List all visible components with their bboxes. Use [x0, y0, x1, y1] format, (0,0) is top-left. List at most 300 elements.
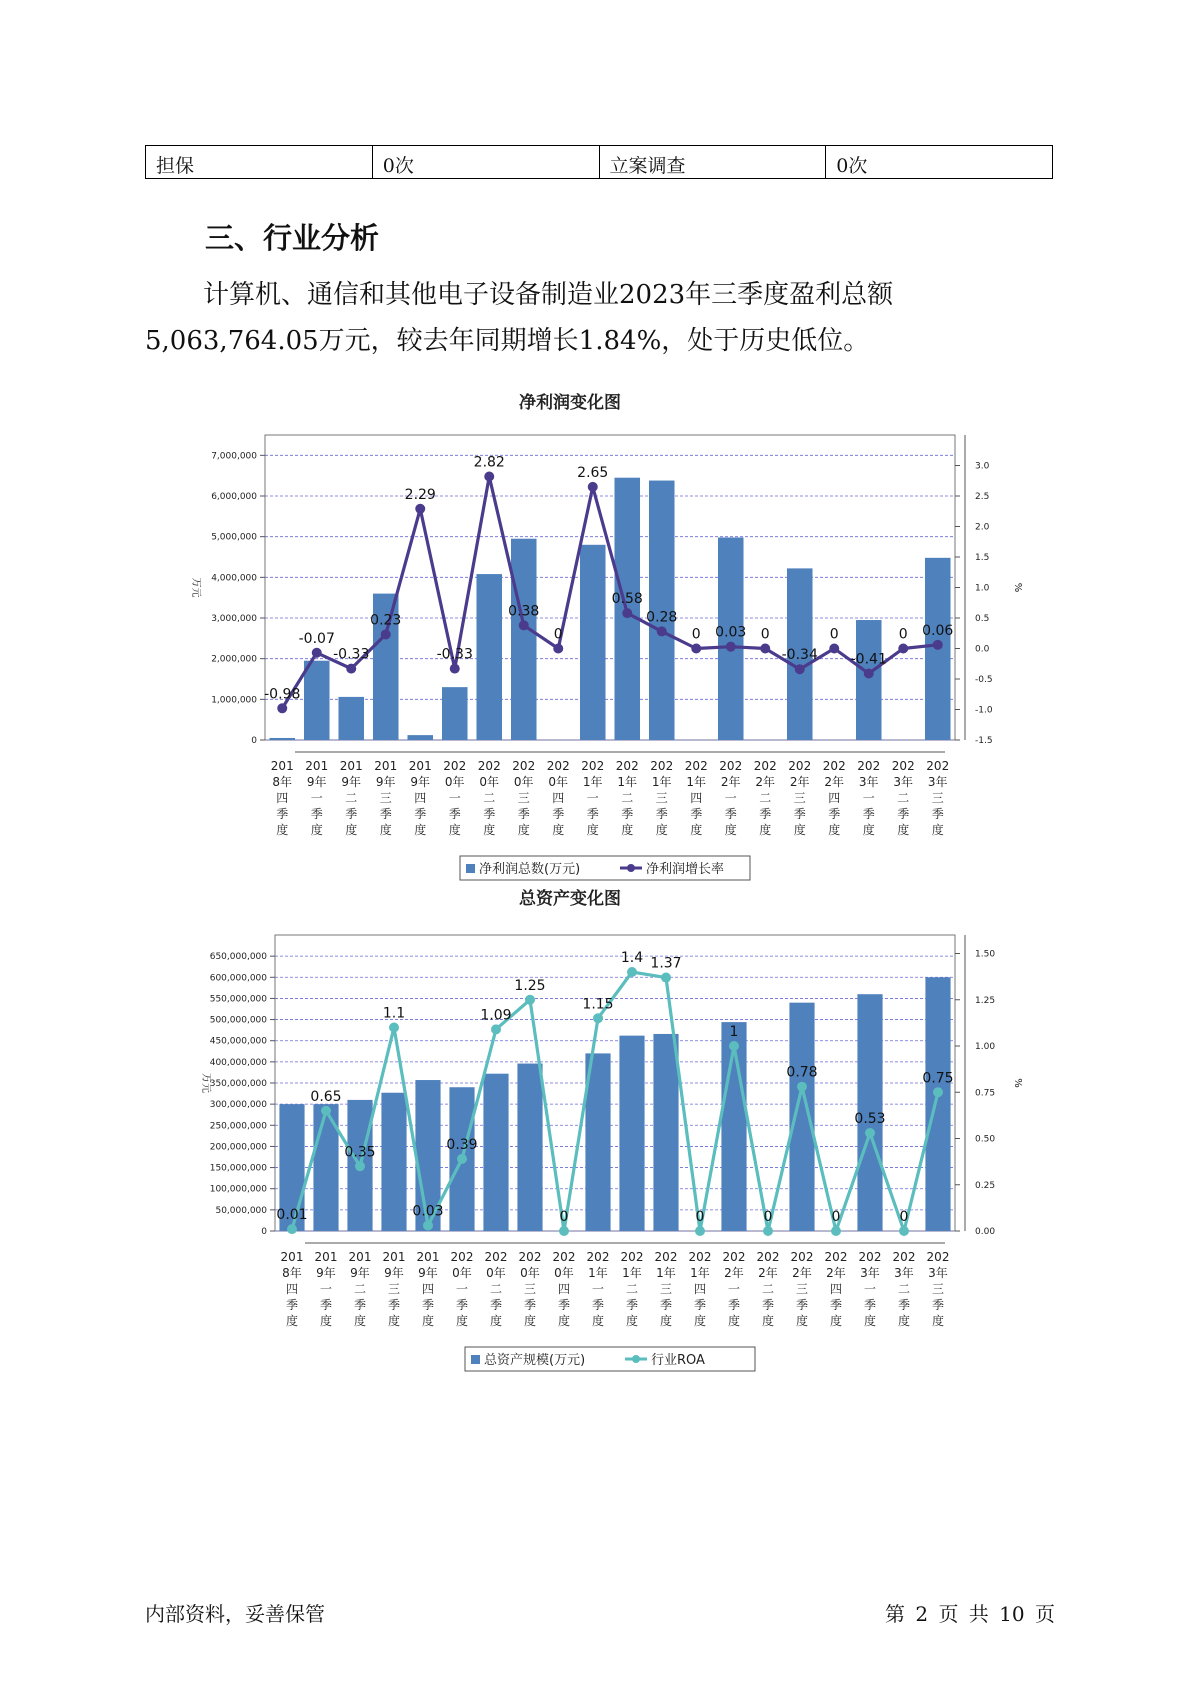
x-tick-label: 季 — [517, 807, 530, 821]
x-tick-label: 度 — [761, 1314, 775, 1328]
bar — [653, 1034, 678, 1231]
x-tick-label: 3年 — [894, 1266, 914, 1280]
x-tick-label: 202 — [581, 759, 605, 773]
x-tick-label: 0年 — [479, 775, 500, 789]
bar — [483, 1074, 508, 1231]
x-tick-label: 季 — [310, 807, 323, 821]
x-tick-label: 度 — [897, 823, 910, 837]
legend-label: 总资产规模(万元) — [484, 1353, 586, 1368]
x-tick-label: 202 — [892, 1250, 916, 1264]
x-tick-label: 季 — [552, 807, 565, 821]
x-tick-label: 度 — [659, 1314, 673, 1328]
x-tick-label: 二 — [345, 791, 358, 805]
x-tick-label: 度 — [829, 1314, 843, 1328]
x-tick-label: 2年 — [826, 1266, 846, 1280]
x-tick-label: 3年 — [860, 1266, 880, 1280]
data-label: 1.25 — [514, 977, 546, 994]
x-tick-label: 202 — [858, 1250, 882, 1264]
line-point — [898, 644, 908, 654]
x-tick-label: 季 — [353, 1298, 367, 1312]
data-label: 0.78 — [786, 1064, 818, 1081]
line-point — [899, 1226, 909, 1236]
x-tick-label: 一 — [455, 1282, 469, 1296]
x-tick-label: 四 — [693, 1282, 707, 1296]
x-tick-label: 202 — [477, 759, 501, 773]
x-tick-label: 季 — [285, 1298, 299, 1312]
data-label: 1 — [729, 1024, 739, 1040]
line-point — [450, 664, 460, 674]
x-tick-label: 202 — [552, 1250, 576, 1264]
y-tick-label: 6,000,000 — [211, 492, 257, 502]
bar — [856, 620, 882, 740]
data-label: 0 — [829, 626, 839, 643]
x-tick-label: 202 — [684, 759, 708, 773]
x-tick-label: 202 — [450, 1250, 474, 1264]
x-tick-label: 度 — [727, 1314, 741, 1328]
data-label: 0 — [831, 1209, 841, 1225]
x-tick-label: 202 — [753, 759, 777, 773]
y-tick-label: 2,000,000 — [211, 654, 257, 665]
x-tick-label: 2年 — [720, 775, 741, 789]
x-tick-label: 3年 — [858, 775, 879, 789]
x-tick-label: 0年 — [444, 775, 465, 789]
x-tick-label: 三 — [379, 791, 392, 805]
paragraph-line: 计算机、通信和其他电子设备制造业2023年三季度盈利总额 — [203, 280, 894, 310]
chart-title: 总资产变化图 — [519, 889, 621, 909]
data-label: 0.23 — [370, 612, 402, 629]
x-tick-label: 2年 — [755, 775, 776, 789]
x-tick-label: 季 — [387, 1298, 401, 1312]
y-tick-label: 550,000,000 — [209, 994, 267, 1005]
data-label: 1.15 — [582, 996, 614, 1013]
x-tick-label: 度 — [483, 823, 496, 837]
x-tick-label: 1年 — [622, 1266, 642, 1280]
line-point — [559, 1226, 569, 1236]
x-tick-label: 季 — [448, 807, 461, 821]
data-label: 0 — [559, 1209, 569, 1225]
data-label: 0 — [763, 1209, 773, 1225]
x-tick-label: 202 — [650, 759, 674, 773]
x-tick-label: 度 — [591, 1314, 605, 1328]
net-profit-chart — [185, 388, 1023, 877]
line-point — [864, 669, 874, 679]
y-tick-label: 200,000,000 — [209, 1142, 267, 1153]
x-tick-label: 季 — [693, 1298, 707, 1312]
x-tick-label: 度 — [517, 823, 530, 837]
y2-tick-label: 2.0 — [975, 522, 990, 533]
x-tick-label: 四 — [829, 1282, 843, 1296]
data-label: 0.39 — [446, 1136, 478, 1153]
x-tick-label: 季 — [828, 807, 841, 821]
data-label: 2.29 — [404, 486, 436, 503]
data-label: 1.4 — [620, 950, 644, 966]
line-point — [484, 471, 494, 481]
x-tick-label: 季 — [523, 1298, 537, 1312]
x-tick-label: 8年 — [282, 1266, 302, 1280]
y-tick-label: 500,000,000 — [209, 1015, 267, 1026]
plot-area — [265, 435, 955, 740]
bar — [925, 977, 950, 1231]
x-tick-label: 四 — [690, 791, 703, 805]
x-tick-label: 四 — [557, 1282, 571, 1296]
x-tick-label: 季 — [897, 807, 910, 821]
x-tick-label: 季 — [276, 807, 289, 821]
x-tick-label: 度 — [586, 823, 599, 837]
x-tick-label: 8年 — [272, 775, 293, 789]
y2-tick-label: 0.25 — [975, 1180, 996, 1191]
x-tick-label: 1年 — [686, 775, 707, 789]
x-tick-label: 季 — [931, 1298, 945, 1312]
line-point — [795, 664, 805, 674]
legend-label: 净利润增长率 — [646, 862, 725, 877]
x-tick-label: 201 — [348, 1250, 372, 1264]
line-point — [831, 1226, 841, 1236]
x-tick-label: 202 — [788, 759, 812, 773]
x-tick-label: 度 — [489, 1314, 503, 1328]
y2-tick-label: 3.0 — [975, 461, 990, 472]
x-tick-label: 二 — [353, 1282, 367, 1296]
line-point — [593, 1013, 603, 1023]
data-label: 0.35 — [344, 1144, 376, 1161]
line-point — [729, 1041, 739, 1051]
y-tick-label: 400,000,000 — [209, 1057, 267, 1068]
x-tick-label: 202 — [688, 1250, 712, 1264]
x-tick-label: 一 — [448, 791, 461, 805]
y-tick-label: 450,000,000 — [209, 1036, 267, 1047]
x-tick-label: 0年 — [513, 775, 534, 789]
x-tick-label: 二 — [621, 791, 634, 805]
line-point — [287, 1224, 297, 1234]
x-tick-label: 三 — [931, 1282, 945, 1296]
y2-tick-label: 1.00 — [975, 1042, 996, 1052]
x-tick-label: 201 — [339, 759, 363, 773]
y2-tick-label: 1.0 — [975, 583, 990, 594]
x-tick-label: 度 — [793, 823, 806, 837]
bar — [476, 574, 502, 740]
y2-tick-label: 0.50 — [975, 1134, 996, 1145]
line-point — [277, 703, 287, 713]
bar — [511, 539, 537, 740]
bar — [304, 661, 330, 740]
x-tick-label: 0年 — [548, 775, 569, 789]
x-tick-label: 度 — [379, 823, 392, 837]
x-tick-label: 度 — [421, 1314, 435, 1328]
section-title: 三、行业分析 — [205, 221, 380, 255]
line-point — [760, 644, 770, 654]
x-tick-label: 度 — [862, 823, 875, 837]
bar — [381, 1093, 406, 1231]
line-point — [355, 1161, 365, 1171]
line-point — [423, 1220, 433, 1230]
x-tick-label: 1年 — [588, 1266, 608, 1280]
data-label: 0.75 — [922, 1070, 954, 1087]
y2-tick-label: 0.0 — [975, 644, 990, 655]
x-tick-label: 202 — [518, 1250, 542, 1264]
line-point — [312, 648, 322, 658]
line-point — [525, 995, 535, 1005]
x-tick-label: 9年 — [418, 1266, 438, 1280]
x-tick-label: 202 — [654, 1250, 678, 1264]
x-tick-label: 一 — [310, 791, 323, 805]
x-tick-label: 3年 — [928, 1266, 948, 1280]
x-tick-label: 9年 — [375, 775, 396, 789]
x-tick-label: 四 — [285, 1282, 299, 1296]
x-tick-label: 2年 — [758, 1266, 778, 1280]
chart-svg — [185, 388, 1023, 877]
analysis-paragraph — [145, 272, 985, 364]
data-label: 0.03 — [412, 1203, 444, 1220]
x-tick-label: 度 — [897, 1314, 911, 1328]
x-tick-label: 3年 — [927, 775, 948, 789]
x-tick-label: 一 — [586, 791, 599, 805]
paragraph-line: 5,063,764.05万元，较去年同期增长1.84%，处于历史低位。 — [145, 326, 870, 356]
x-tick-label: 9年 — [316, 1266, 336, 1280]
x-tick-label: 0年 — [452, 1266, 472, 1280]
line-point — [346, 664, 356, 674]
x-tick-label: 202 — [484, 1250, 508, 1264]
x-tick-label: 季 — [690, 807, 703, 821]
y2-axis-label: % — [1012, 1078, 1023, 1088]
x-tick-label: 度 — [557, 1314, 571, 1328]
y-tick-label: 50,000,000 — [215, 1205, 267, 1216]
y2-tick-label: 0.5 — [975, 614, 990, 624]
data-label: 0.53 — [854, 1110, 886, 1127]
x-tick-label: 二 — [759, 791, 772, 805]
y-tick-label: 0 — [251, 736, 257, 746]
x-tick-label: 度 — [345, 823, 358, 837]
x-tick-label: 季 — [455, 1298, 469, 1312]
x-tick-label: 度 — [353, 1314, 367, 1328]
x-tick-label: 度 — [387, 1314, 401, 1328]
x-tick-label: 度 — [759, 823, 772, 837]
data-label: 2.82 — [473, 454, 505, 471]
x-tick-label: 度 — [276, 823, 289, 837]
data-label: 0 — [899, 1209, 909, 1225]
y-tick-label: 7,000,000 — [211, 451, 257, 462]
data-label: 0.65 — [310, 1088, 342, 1105]
x-tick-label: 度 — [310, 823, 323, 837]
x-tick-label: 202 — [586, 1250, 610, 1264]
data-label: 0 — [553, 626, 563, 643]
y-tick-label: 600,000,000 — [209, 973, 267, 984]
y2-axis-label: % — [1012, 582, 1023, 593]
x-tick-label: 三 — [659, 1282, 673, 1296]
y-tick-label: 350,000,000 — [209, 1079, 267, 1089]
total-assets-chart — [185, 884, 1023, 1368]
x-tick-label: 四 — [421, 1282, 435, 1296]
x-tick-label: 季 — [761, 1298, 775, 1312]
table-cell: 立案调查 — [599, 146, 826, 179]
line-point — [797, 1082, 807, 1092]
x-tick-label: 202 — [891, 759, 915, 773]
x-tick-label: 季 — [591, 1298, 605, 1312]
line-point — [415, 504, 425, 514]
bar — [517, 1064, 542, 1231]
legend-label: 行业ROA — [651, 1353, 705, 1368]
x-tick-label: 季 — [379, 807, 392, 821]
x-tick-label: 度 — [828, 823, 841, 837]
x-tick-label: 季 — [759, 807, 772, 821]
x-tick-label: 1年 — [690, 1266, 710, 1280]
x-tick-label: 季 — [557, 1298, 571, 1312]
x-tick-label: 季 — [724, 807, 737, 821]
data-label: 2.65 — [577, 464, 609, 481]
data-label: -0.33 — [333, 646, 370, 663]
line-point — [933, 640, 943, 650]
x-tick-label: 季 — [862, 807, 875, 821]
y2-tick-label: -1.5 — [975, 736, 993, 746]
x-tick-label: 度 — [523, 1314, 537, 1328]
y-tick-label: 1,000,000 — [211, 695, 257, 706]
x-tick-label: 1年 — [651, 775, 672, 789]
y2-tick-label: 1.50 — [975, 949, 996, 960]
data-label: 0 — [695, 1209, 705, 1225]
line-point — [657, 626, 667, 636]
line-point — [933, 1087, 943, 1097]
legend-label: 净利润总数(万元) — [479, 862, 581, 877]
x-tick-label: 季 — [795, 1298, 809, 1312]
y-tick-label: 3,000,000 — [211, 614, 257, 624]
y2-tick-label: 0.75 — [975, 1088, 996, 1099]
x-tick-label: 202 — [926, 759, 950, 773]
x-tick-label: 二 — [897, 1282, 911, 1296]
data-label: 0 — [898, 626, 908, 643]
x-tick-label: 一 — [724, 791, 737, 805]
x-tick-label: 3年 — [893, 775, 914, 789]
y2-tick-label: 1.25 — [975, 995, 996, 1006]
x-tick-label: 2年 — [789, 775, 810, 789]
line-point — [588, 482, 598, 492]
bar — [269, 738, 295, 740]
x-tick-label: 度 — [863, 1314, 877, 1328]
x-tick-label: 四 — [828, 791, 841, 805]
x-tick-label: 二 — [483, 791, 496, 805]
data-label: -0.33 — [436, 646, 473, 663]
data-label: 0.03 — [715, 624, 747, 641]
x-tick-label: 202 — [790, 1250, 814, 1264]
x-tick-label: 度 — [931, 1314, 945, 1328]
table-row — [146, 146, 1053, 179]
x-tick-label: 三 — [523, 1282, 537, 1296]
x-tick-label: 季 — [659, 1298, 673, 1312]
y-tick-label: 650,000,000 — [209, 952, 267, 963]
legend-swatch-bar — [471, 1355, 480, 1364]
x-tick-label: 一 — [727, 1282, 741, 1296]
line-point — [321, 1106, 331, 1116]
x-tick-label: 三 — [931, 791, 944, 805]
line-point — [695, 1226, 705, 1236]
x-tick-label: 201 — [374, 759, 398, 773]
x-tick-label: 9年 — [341, 775, 362, 789]
x-tick-label: 季 — [483, 807, 496, 821]
line-point — [627, 967, 637, 977]
x-tick-label: 201 — [382, 1250, 406, 1264]
x-tick-label: 201 — [416, 1250, 440, 1264]
line-point — [726, 642, 736, 652]
x-tick-label: 季 — [421, 1298, 435, 1312]
x-tick-label: 度 — [625, 1314, 639, 1328]
x-tick-label: 2年 — [724, 1266, 744, 1280]
table-cell: 0次 — [372, 146, 599, 179]
bar — [619, 1036, 644, 1231]
x-tick-label: 四 — [414, 791, 427, 805]
y2-tick-label: -1.0 — [975, 705, 993, 716]
legend-swatch-bar — [466, 864, 475, 873]
data-label: -0.98 — [264, 686, 301, 703]
footer-confidential: 内部资料，妥善保管 — [145, 1602, 325, 1626]
y-tick-label: 5,000,000 — [211, 532, 257, 543]
data-label: 0.38 — [508, 603, 540, 620]
x-tick-label: 四 — [276, 791, 289, 805]
x-tick-label: 1年 — [582, 775, 603, 789]
x-tick-label: 201 — [305, 759, 329, 773]
x-tick-label: 季 — [625, 1298, 639, 1312]
x-tick-label: 202 — [443, 759, 467, 773]
legend-swatch-dot — [627, 864, 635, 872]
x-tick-label: 度 — [455, 1314, 469, 1328]
x-tick-label: 度 — [414, 823, 427, 837]
data-label: 1.1 — [382, 1005, 406, 1022]
x-tick-label: 三 — [793, 791, 806, 805]
y-tick-label: 300,000,000 — [209, 1100, 267, 1111]
x-tick-label: 二 — [625, 1282, 639, 1296]
x-tick-label: 0年 — [486, 1266, 506, 1280]
data-label: 0.01 — [276, 1207, 308, 1224]
x-tick-label: 度 — [690, 823, 703, 837]
y-axis-label: 万元 — [190, 577, 201, 598]
data-label: -0.41 — [850, 651, 887, 668]
x-tick-label: 202 — [620, 1250, 644, 1264]
bar — [442, 687, 468, 740]
line-point — [661, 973, 671, 983]
x-tick-label: 季 — [319, 1298, 333, 1312]
bar — [407, 735, 433, 740]
chart-svg — [185, 884, 1023, 1368]
x-tick-label: 三 — [795, 1282, 809, 1296]
x-tick-label: 一 — [862, 791, 875, 805]
line-point — [829, 644, 839, 654]
x-tick-label: 一 — [591, 1282, 605, 1296]
table-cell: 担保 — [146, 146, 373, 179]
data-label: 1.37 — [650, 955, 682, 972]
x-tick-label: 季 — [586, 807, 599, 821]
x-tick-label: 度 — [285, 1314, 299, 1328]
x-tick-label: 202 — [824, 1250, 848, 1264]
y-tick-label: 250,000,000 — [209, 1121, 267, 1132]
x-tick-label: 202 — [512, 759, 536, 773]
x-tick-label: 0年 — [554, 1266, 574, 1280]
info-table — [145, 145, 1053, 179]
x-tick-label: 202 — [546, 759, 570, 773]
x-tick-label: 度 — [931, 823, 944, 837]
footer-page-number: 第 2 页 共 10 页 — [885, 1602, 1055, 1626]
x-tick-label: 季 — [727, 1298, 741, 1312]
x-tick-label: 三 — [387, 1282, 401, 1296]
y-tick-label: 150,000,000 — [209, 1163, 267, 1174]
table-cell: 0次 — [826, 146, 1053, 179]
x-tick-label: 季 — [414, 807, 427, 821]
data-label: 0 — [760, 626, 770, 643]
x-tick-label: 9年 — [306, 775, 327, 789]
data-label: 0 — [691, 626, 701, 643]
x-tick-label: 季 — [863, 1298, 877, 1312]
x-tick-label: 201 — [314, 1250, 338, 1264]
x-tick-label: 季 — [931, 807, 944, 821]
x-tick-label: 9年 — [384, 1266, 404, 1280]
x-tick-label: 2年 — [824, 775, 845, 789]
line-point — [491, 1024, 501, 1034]
bar — [789, 1003, 814, 1231]
